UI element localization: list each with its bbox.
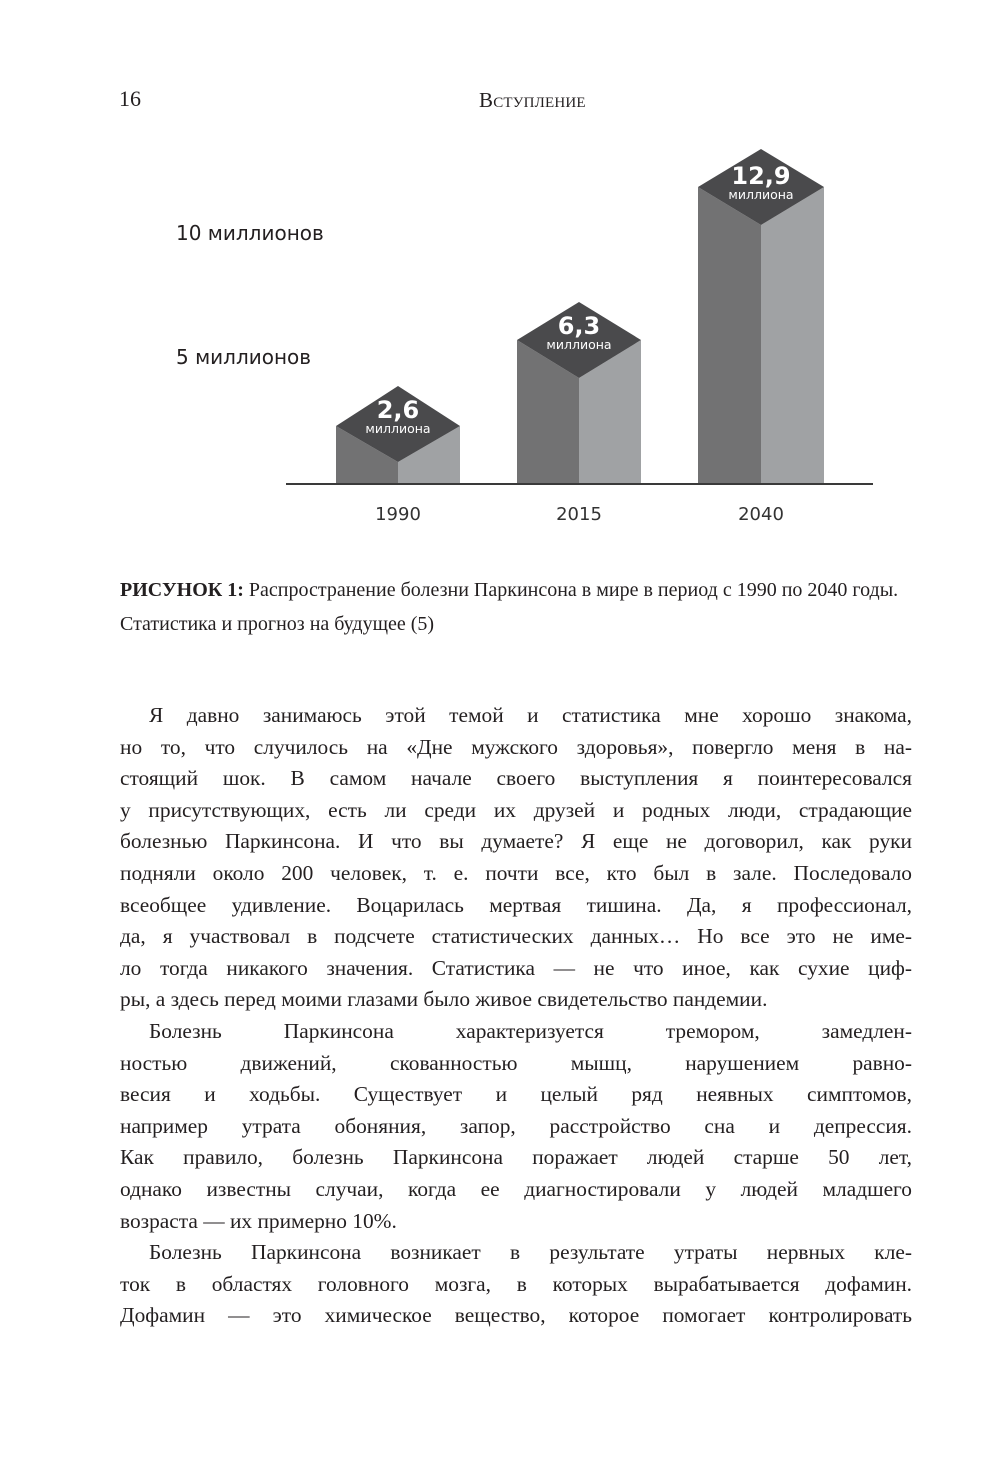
- text-line: ток в областях головного мозга, в которых вырабатывается дофамин.: [120, 1271, 912, 1296]
- bar-value-1990: 2,6: [376, 396, 420, 424]
- text-line: ностью движений, скованностью мышц, нарушением равно-: [120, 1050, 912, 1075]
- text-line: ры, а здесь перед моими глазами было живое свидетельство пандемии.: [120, 987, 768, 1012]
- text-line: Я давно занимаюсь этой темой и статистика мне хорошо знакома,: [149, 703, 912, 727]
- bar-value-2040: 12,9: [731, 162, 791, 190]
- paragraph-2: [120, 1016, 912, 1237]
- body-text: [120, 700, 912, 1332]
- page-number: 16: [119, 86, 141, 111]
- text-line: ло тогда никакого значения. Статистика — не что иное, как сухие циф-: [120, 955, 912, 980]
- bar-unit-2040: миллиона: [728, 187, 794, 202]
- y-axis-label-5m: 5 миллионов: [176, 345, 312, 369]
- bar-value-2015: 6,3: [557, 312, 601, 340]
- bar-label-1990: [348, 398, 448, 436]
- text-line: например утрата обоняния, запор, расстройство сна и депрессия.: [120, 1113, 912, 1138]
- text-line: всеобщее удивление. Воцарилась мертвая тишина. Да, я профессионал,: [120, 892, 912, 917]
- text-line: возраста — их примерно 10%.: [120, 1208, 397, 1233]
- y-axis-label-10m: 10 миллионов: [176, 221, 324, 245]
- text-line: Болезнь Паркинсона характеризуется тремором, замедлен-: [149, 1018, 912, 1043]
- bar-unit-2015: миллиона: [546, 337, 612, 352]
- x-tick-2015: 2015: [556, 504, 602, 525]
- bar-label-2040: [711, 164, 811, 202]
- text-line: болезнью Паркинсона. И что вы думаете? Я еще не договорил, как руки: [120, 829, 912, 854]
- text-line: весия и ходьбы. Существует и целый ряд неявных симптомов,: [120, 1082, 912, 1107]
- running-head: Вступление: [479, 88, 586, 112]
- chart-svg: [0, 0, 1000, 560]
- text-line: подняли около 200 человек, т. е. почти все, кто был в зале. Последовало: [120, 860, 912, 885]
- text-line: но то, что случилось на «Дне мужского здоровья», повергло меня в на-: [120, 734, 912, 759]
- figure-chart: [0, 0, 1000, 560]
- bar-unit-1990: миллиона: [365, 421, 431, 436]
- x-tick-2040: 2040: [738, 504, 784, 525]
- text-line: у присутствующих, есть ли среди их друзей и родных люди, страдающие: [120, 797, 912, 822]
- bar-label-2015: [529, 314, 629, 352]
- text-line: Как правило, болезнь Паркинсона поражает людей старше 50 лет,: [120, 1145, 912, 1170]
- text-line: Болезнь Паркинсона возникает в результате утраты нервных кле-: [149, 1240, 912, 1265]
- paragraph-1: [120, 700, 912, 1016]
- figure-caption-text: Распространение болезни Паркинсона в мире в период с 1990 по 2040 годы. Статистика и прогноз на будущее (5): [120, 579, 899, 635]
- text-line: однако известны случаи, когда ее диагностировали у людей младшего: [120, 1176, 912, 1201]
- text-line: да, я участвовал в подсчете статистических данных… Но все это не име-: [120, 924, 912, 949]
- text-line: Дофамин — это химическое вещество, которое помогает контролировать: [120, 1303, 912, 1328]
- figure-caption-label: РИСУНОК 1:: [120, 579, 244, 601]
- figure-caption: [120, 573, 915, 641]
- text-line: стоящий шок. В самом начале своего выступления я поинтересовался: [120, 766, 912, 791]
- paragraph-3: [120, 1237, 912, 1332]
- x-tick-1990: 1990: [375, 504, 421, 525]
